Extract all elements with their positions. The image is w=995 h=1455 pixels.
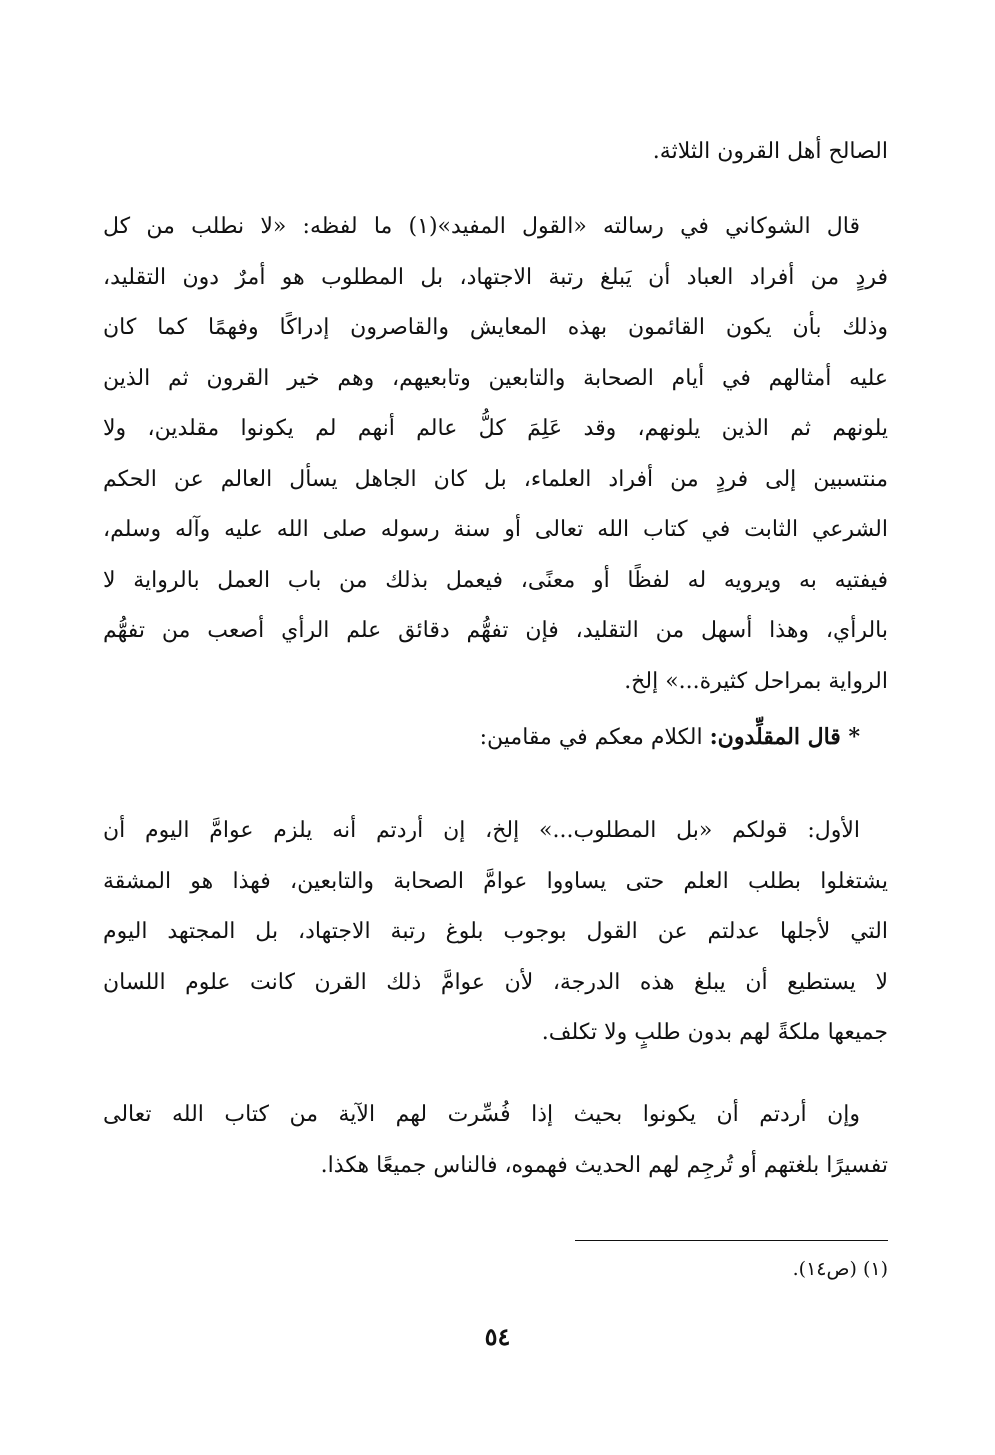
text-line: وذلك بأن يكون القائمون بهذه المعايش والقاصرون إدراكًا وفهمًا كما كان xyxy=(103,315,888,340)
text-line: جميعها ملكةً لهم بدون طلبٍ ولا تكلف. xyxy=(541,1020,888,1045)
heading-line xyxy=(103,712,888,763)
text-line: لا يستطيع أن يبلغ هذه الدرجة، لأن عوامَّ ذلك القرن كانت علوم اللسان xyxy=(103,969,888,995)
text-line: الشرعي الثابت في كتاب الله تعالى أو سنة رسوله صلى الله عليه وآله وسلم، xyxy=(103,517,888,542)
text-line: منتسبين إلى فردٍ من أفراد العلماء، بل كان الجاهل يسأل العالم عن الحكم xyxy=(103,466,888,492)
text-line: يشتغلوا بطلب العلم حتى يساووا عوامَّ الصحابة والتابعين، فهذا هو المشقة xyxy=(103,868,888,894)
paragraph-shawkani-quote xyxy=(103,202,888,707)
text-line: قال الشوكاني في رسالته «القول المفيد»(١) ما لفظه: «لا نطلب من كل xyxy=(103,214,860,239)
text-line: الرواية بمراحل كثيرة...» إلخ. xyxy=(624,668,888,694)
text-line: الصالح أهل القرون الثلاثة. xyxy=(652,139,888,164)
heading-text: الكلام معكم في مقامين: xyxy=(479,725,710,750)
paragraph-second-condition xyxy=(103,1090,888,1191)
text-line: وإن أردتم أن يكونوا بحيث إذا فُسِّرت لهم الآية من كتاب الله تعالى xyxy=(103,1102,860,1127)
text-line: التي لأجلها عدلتم عن القول بوجوب بلوغ رتبة الاجتهاد، بل المجتهد اليوم xyxy=(103,919,888,944)
text-line: فردٍ من أفراد العباد أن يَبلغ رتبة الاجتهاد، بل المطلوب هو أمرٌ دون التقليد، xyxy=(103,264,888,290)
heading-bold-text: * قال المقلِّدون: xyxy=(709,724,860,750)
text-line: بالرأي، وهذا أسهل من التقليد، فإن تفهُّم دقائق علم الرأي أصعب من تفهُّم xyxy=(103,618,888,643)
paragraph-intro xyxy=(103,127,888,178)
text-line: الأول: قولكم «بل المطلوب...» إلخ، إن أردتم أنه يلزم عوامَّ اليوم أن xyxy=(103,818,860,843)
paragraph-first-point xyxy=(103,806,888,1059)
footnote-divider xyxy=(575,1240,888,1241)
footnote: (١) (ص١٤). xyxy=(792,1258,888,1280)
page-number: ٥٤ xyxy=(484,1322,511,1351)
paragraph-muqallidun-heading xyxy=(103,712,888,763)
text-line: عليه أمثالهم في أيام الصحابة والتابعين وتابعيهم، وهم خير القرون ثم الذين xyxy=(103,365,888,391)
text-line: تفسيرًا بلغتهم أو تُرجِم لهم الحديث فهموه، فالناس جميعًا هكذا. xyxy=(320,1152,888,1178)
text-line: فيفتيه به ويرويه له لفظًا أو معنًى، فيعمل بذلك من باب العمل بالرواية لا xyxy=(103,567,888,593)
text-line: يلونهم ثم الذين يلونهم، وقد عَلِمَ كلُّ عالم أنهم لم يكونوا مقلدين، ولا xyxy=(103,416,888,441)
